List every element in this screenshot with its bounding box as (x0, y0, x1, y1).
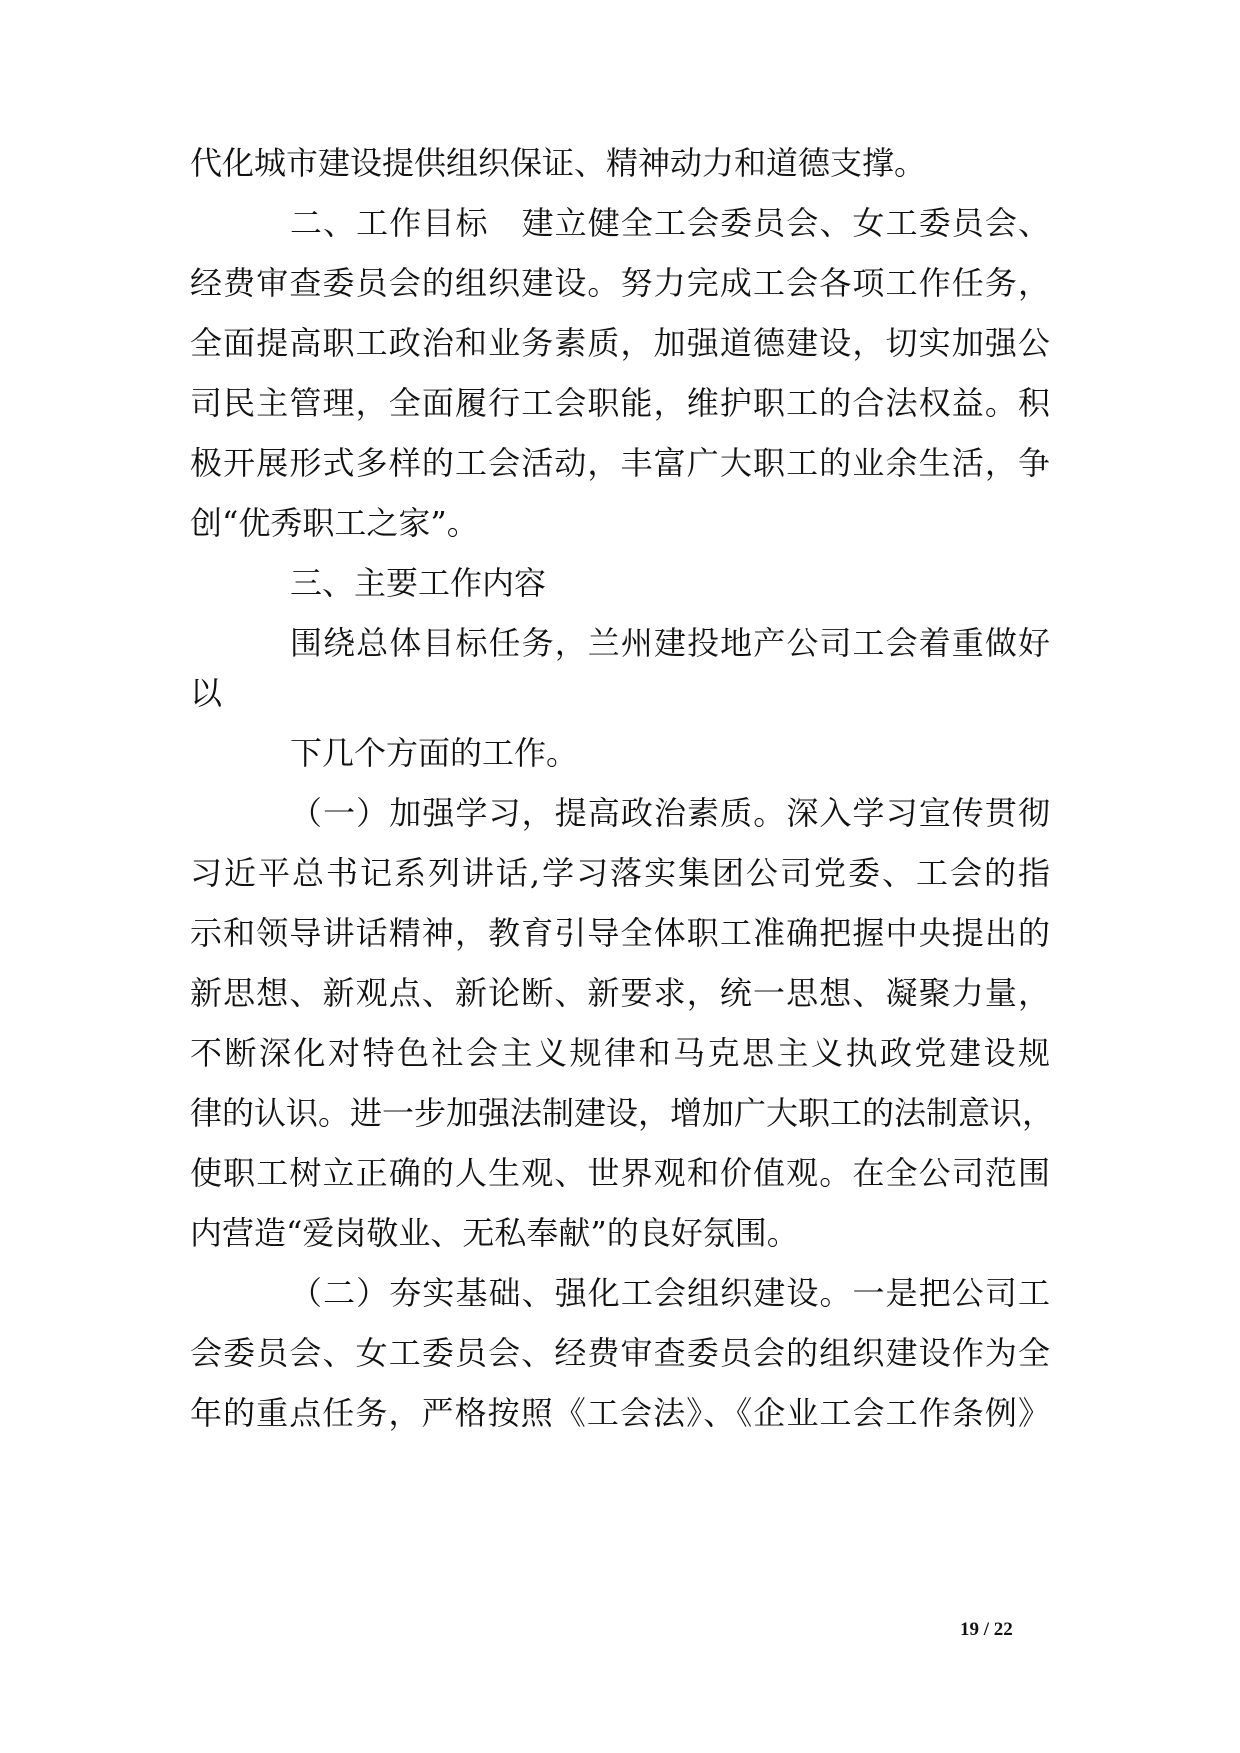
text-line: 司民主管理，全面履行工会职能，维护职工的合法权益。积 (190, 384, 1050, 422)
text-line: 习近平总书记系列讲话,学习落实集团公司党委、工会的指 (190, 854, 1050, 892)
subsection-heading-1: （一）加强学习，提高政治素质。深入学习宣传贯彻 (290, 794, 1050, 832)
text-line: 下几个方面的工作。 (290, 734, 579, 772)
text-line: 经费审查委员会的组织建设。努力完成工会各项工作任务， (190, 264, 1050, 302)
text-line: 使职工树立正确的人生观、世界观和价值观。在全公司范围 (190, 1154, 1050, 1192)
text-line: 新思想、新观点、新论断、新要求，统一思想、凝聚力量， (190, 974, 1050, 1012)
text-line: 律的认识。进一步加强法制建设，增加广大职工的法制意识， (190, 1094, 1055, 1132)
section-heading-goals: 二、工作目标 建立健全工会委员会、女工委员会、 (290, 204, 1050, 242)
text-line: 会委员会、女工委员会、经费审查委员会的组织建设作为全 (190, 1334, 1050, 1372)
text-line: 示和领导讲话精神，教育引导全体职工准确把握中央提出的 (190, 914, 1050, 952)
page-number: 19 / 22 (960, 1619, 1013, 1640)
text-line: 全面提高职工政治和业务素质，加强道德建设，切实加强公 (190, 324, 1050, 362)
text-line: 以 (190, 674, 223, 712)
text-line: 内营造“爱岗敬业、无私奉献”的良好氛围。 (190, 1214, 799, 1252)
text-line: 代化城市建设提供组织保证、精神动力和道德支撑。 (190, 144, 927, 182)
text-line: 围绕总体目标任务，兰州建投地产公司工会着重做好 (290, 624, 1050, 662)
subsection-heading-2: （二）夯实基础、强化工会组织建设。一是把公司工 (290, 1274, 1050, 1312)
text-line: 极开展形式多样的工会活动，丰富广大职工的业余生活，争 (190, 444, 1050, 482)
text-line: 不断深化对特色社会主义规律和马克思主义执政党建设规 (190, 1034, 1050, 1072)
text-line: 创“优秀职工之家”。 (190, 504, 479, 542)
text-line: 年的重点任务，严格按照《工会法》、《企业工会工作条例》 (190, 1394, 1050, 1432)
section-heading-main-content: 三、主要工作内容 (290, 564, 547, 602)
